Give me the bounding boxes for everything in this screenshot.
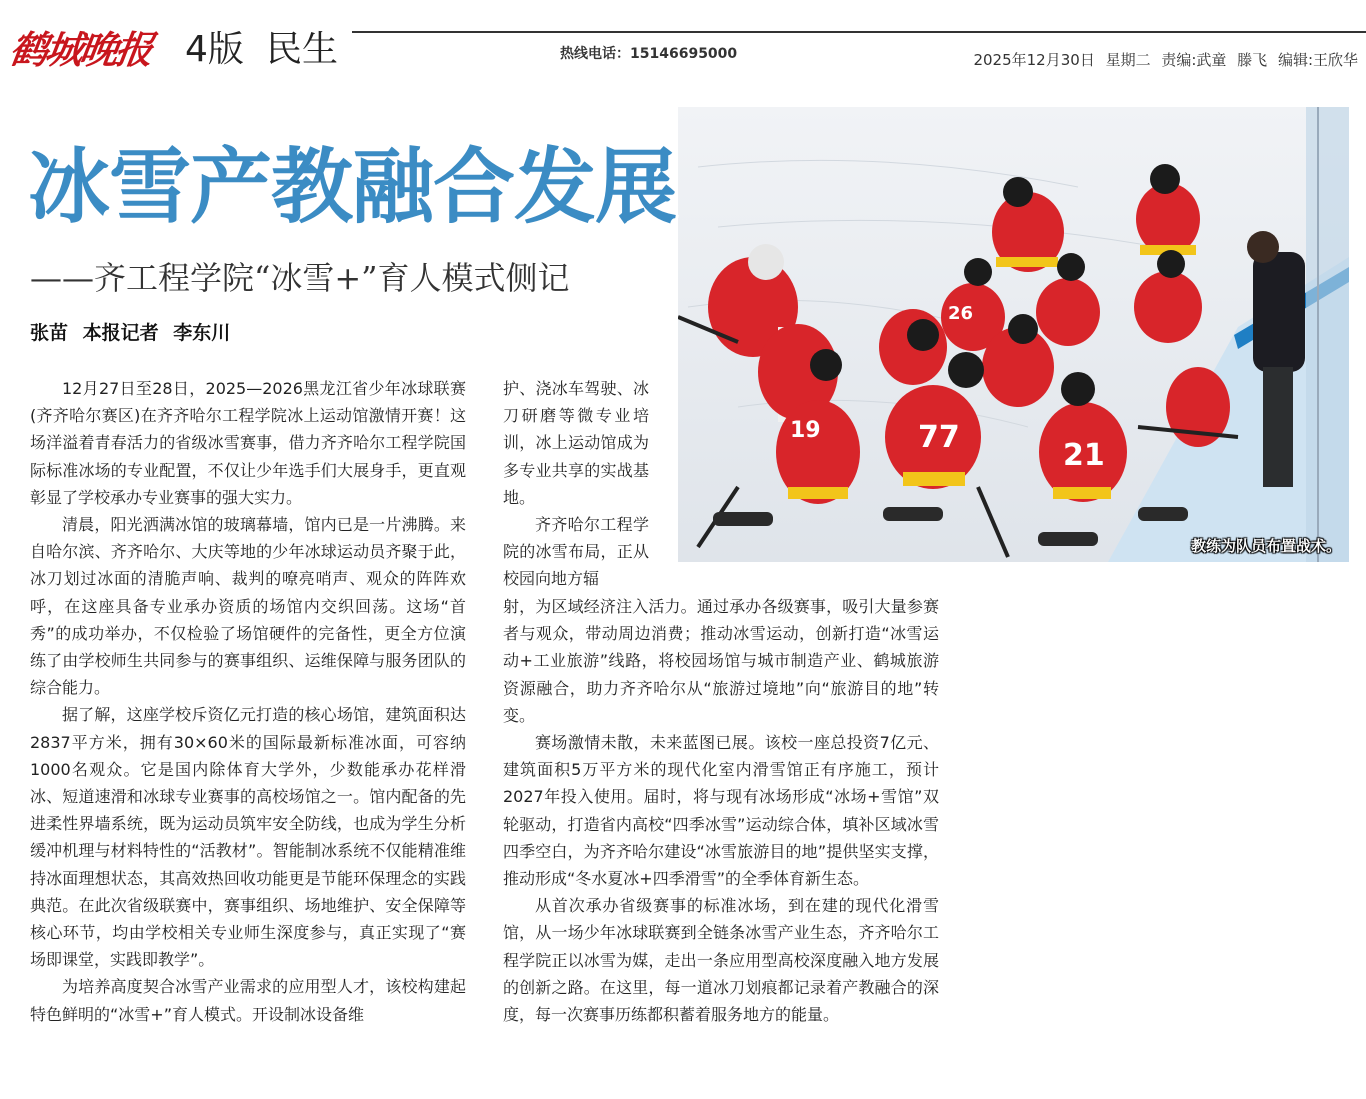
article-paragraph: 护、浇冰车驾驶、冰刀研磨等微专业培训，冰上运动馆成为多专业共享的实战基地。 [503,379,649,507]
article-paragraph: 清晨，阳光洒满冰馆的玻璃幕墙，馆内已是一片沸腾。来自哈尔滨、齐齐哈尔、大庆等地的少年冰球运动员齐聚于此，冰刀划过冰面的清脆声响、裁判的嘹亮哨声、观众的阵阵欢呼，在这座具备专业承办资质的场馆内交织回荡。这场“首秀”的成功举办，不仅检验了场馆硬件的完备性，更全方位演练了由学校师生共同参与的赛事组织、运维保障与服务团队的综合能力。 [30,515,466,698]
section-name: 民生 [266,29,339,70]
article-paragraph: 12月27日至28日，2025—2026黑龙江省少年冰球联赛(齐齐哈尔赛区)在齐齐哈尔工程学院冰上运动馆激情开赛！这场洋溢着青春活力的省级冰雪赛事，借力齐齐哈尔工程学院国际标准冰场的专业配置，不仅让少年选手们大展身手，更直观彰显了学校承办专业赛事的强大实力。 [30,379,466,507]
article-paragraph: 从首次承办省级赛事的标准冰场，到在建的现代化滑雪馆，从一场少年冰球联赛到全链条冰雪产业生态，齐齐哈尔工程学院正以冰雪为媒，走出一条应用型高校深度融入地方发展的创新之路。在这里，每一道冰刀划痕都记录着产教融合的深度，每一次赛事历练都积蓄着服务地方的能量。 [503,896,939,1025]
article-column-right [503,593,939,1028]
newspaper-logo: 鹤城晚报 [6,27,154,72]
svg-text:26: 26 [948,303,974,324]
svg-text:21: 21 [1063,438,1105,473]
article-paragraph: 齐齐哈尔工程学院的冰雪布局，正从校园向地方辐 [503,515,649,589]
masthead-rule [352,31,1366,33]
byline: 张苗 本报记者 李东川 [30,322,231,344]
headline: 冰雪产教融合发展 [28,140,677,235]
article-photo [678,107,1349,562]
article-column-left [30,375,466,1028]
hockey-team-illustration [678,107,1349,562]
svg-text:19: 19 [790,418,821,443]
page-number: 4版 [185,29,244,70]
article-paragraph: 射，为区域经济注入活力。通过承办各级赛事，吸引大量参赛者与观众，带动周边消费；推动冰雪运动，创新打造“冰雪运动+工业旅游”线路，将校园场馆与城市制造产业、鹤城旅游资源融合，助力齐齐哈尔从“旅游过境地”向“旅游目的地”转变。 [503,597,939,725]
article-paragraph: 据了解，这座学校斥资亿元打造的核心场馆，建筑面积达2837平方米，拥有30×60米的国际最新标准冰面，可容纳1000名观众。它是国内除体育大学外，少数能承办花样滑冰、短道速滑和冰球专业赛事的高校场馆之一。馆内配备的先进柔性界墙系统，既为运动员筑牢安全防线，也成为学生分析缓冲机理与材料特性的“活教材”。智能制冰系统不仅能精准维持冰面理想状态，其高效热回收功能更是节能环保理念的实践典范。在此次省级联赛中，赛事组织、场地维护、安全保障等核心环节，均由学校相关专业师生深度参与，真正实现了“赛场即课堂，实践即教学”。 [30,705,466,970]
subheadline: ——齐工程学院“冰雪+”育人模式侧记 [30,259,570,297]
article-paragraph: 为培养高度契合冰雪产业需求的应用型人才，该校构建起特色鲜明的“冰雪+”育人模式。开设制冰设备维 [30,977,466,1024]
hotline: 热线电话：15146695000 [560,46,738,62]
svg-text:77: 77 [918,420,960,455]
article-paragraph: 赛场激情未散，未来蓝图已展。该校一座总投资7亿元、建筑面积5万平方米的现代化室内滑雪馆正有序施工，预计2027年投入使用。届时，将与现有冰场形成“冰场+雪馆”双轮驱动，打造省内高校“四季冰雪”运动综合体，填补区域冰雪四季空白，为齐齐哈尔建设“冰雪旅游目的地”提供坚实支撑，推动形成“冬水夏冰+四季滑雪”的全季体育新生态。 [503,733,939,889]
photo-caption: 教练为队员布置战术。 [1190,537,1341,555]
article-column-right-narrow [503,375,649,593]
dateline: 2025年12月30日 星期二 责编:武童 滕飞 编辑:王欣华 [973,51,1358,69]
